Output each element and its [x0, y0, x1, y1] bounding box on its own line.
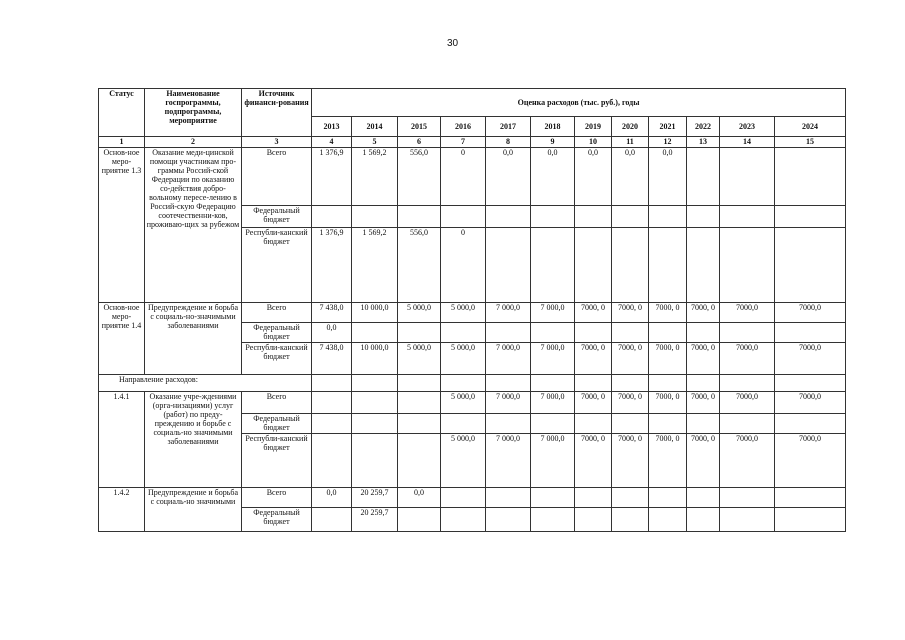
direction-label: Направление расходов: — [99, 375, 312, 392]
value-cell — [398, 434, 441, 488]
value-cell — [612, 323, 649, 343]
value-cell — [775, 206, 846, 228]
header-year: 2018 — [531, 117, 575, 137]
header-year: 2019 — [575, 117, 612, 137]
value-cell — [687, 414, 720, 434]
value-cell: 7000,0 — [775, 303, 846, 323]
empty-cell — [531, 375, 575, 392]
value-cell: 0,0 — [531, 148, 575, 206]
header-year: 2022 — [687, 117, 720, 137]
value-cell: 7000, 0 — [687, 343, 720, 375]
value-cell: 1 569,2 — [352, 148, 398, 206]
value-cell — [612, 488, 649, 508]
value-cell — [352, 392, 398, 414]
column-number: 8 — [486, 137, 531, 148]
value-cell: 0 — [441, 228, 486, 303]
value-cell — [531, 228, 575, 303]
value-cell — [486, 206, 531, 228]
value-cell: 20 259,7 — [352, 508, 398, 532]
value-cell — [352, 434, 398, 488]
value-cell: 7000, 0 — [649, 434, 687, 488]
empty-cell — [352, 375, 398, 392]
value-cell — [775, 488, 846, 508]
empty-cell — [575, 375, 612, 392]
table-row — [99, 303, 846, 323]
value-cell: 7000, 0 — [649, 392, 687, 414]
value-cell: 20 259,7 — [352, 488, 398, 508]
value-cell: 5 000,0 — [441, 392, 486, 414]
header-name: Наименование госпрограммы, подпрограммы, мероприятие — [145, 89, 242, 137]
value-cell — [352, 206, 398, 228]
value-cell — [531, 488, 575, 508]
row-source: Республи-канский бюджет — [242, 228, 312, 303]
value-cell: 7000,0 — [775, 392, 846, 414]
header-year: 2014 — [352, 117, 398, 137]
row-source: Федеральный бюджет — [242, 414, 312, 434]
direction-row — [99, 375, 846, 392]
value-cell — [398, 508, 441, 532]
empty-cell — [398, 375, 441, 392]
header-source: Источник финанси-рования — [242, 89, 312, 137]
value-cell — [775, 228, 846, 303]
value-cell — [531, 508, 575, 532]
value-cell: 5 000,0 — [441, 343, 486, 375]
row-name: Предупреждение и борьба с социаль-но значимыми — [145, 488, 242, 532]
value-cell — [441, 206, 486, 228]
budget-table — [98, 88, 846, 532]
table-row — [99, 392, 846, 414]
value-cell: 7000, 0 — [575, 343, 612, 375]
value-cell: 7000, 0 — [649, 303, 687, 323]
value-cell — [720, 228, 775, 303]
value-cell — [312, 414, 352, 434]
value-cell: 0,0 — [649, 148, 687, 206]
value-cell — [575, 323, 612, 343]
row-source: Всего — [242, 488, 312, 508]
header-status: Статус — [99, 89, 145, 137]
column-number: 3 — [242, 137, 312, 148]
column-number: 6 — [398, 137, 441, 148]
value-cell — [441, 488, 486, 508]
value-cell — [575, 508, 612, 532]
row-source: Федеральный бюджет — [242, 323, 312, 343]
value-cell — [441, 323, 486, 343]
value-cell — [486, 414, 531, 434]
value-cell: 0,0 — [612, 148, 649, 206]
value-cell: 7000,0 — [775, 434, 846, 488]
row-status: 1.4.2 — [99, 488, 145, 532]
value-cell — [649, 206, 687, 228]
column-number: 5 — [352, 137, 398, 148]
value-cell — [720, 323, 775, 343]
value-cell — [398, 392, 441, 414]
row-name: Оказание учре-ждениями (орга-низациями) услуг (работ) по преду-преждению и борьбе с социаль-но значимыми заболеваниями — [145, 392, 242, 488]
value-cell: 7 000,0 — [531, 303, 575, 323]
value-cell — [612, 508, 649, 532]
value-cell: 7000, 0 — [575, 434, 612, 488]
value-cell: 7 000,0 — [531, 343, 575, 375]
value-cell — [720, 488, 775, 508]
column-number: 7 — [441, 137, 486, 148]
value-cell — [441, 508, 486, 532]
value-cell: 7 000,0 — [486, 343, 531, 375]
column-number: 4 — [312, 137, 352, 148]
row-source: Всего — [242, 303, 312, 323]
row-source: Республи-канский бюджет — [242, 434, 312, 488]
header-year: 2020 — [612, 117, 649, 137]
value-cell — [352, 323, 398, 343]
row-source: Всего — [242, 148, 312, 206]
value-cell: 7000,0 — [720, 434, 775, 488]
value-cell: 0,0 — [575, 148, 612, 206]
value-cell — [720, 508, 775, 532]
value-cell: 1 376,9 — [312, 148, 352, 206]
column-number: 15 — [775, 137, 846, 148]
value-cell — [775, 508, 846, 532]
table-row — [99, 148, 846, 206]
value-cell: 7000, 0 — [612, 392, 649, 414]
value-cell — [612, 206, 649, 228]
value-cell — [612, 414, 649, 434]
value-cell — [720, 148, 775, 206]
row-source: Всего — [242, 392, 312, 414]
value-cell: 7000,0 — [720, 392, 775, 414]
value-cell — [687, 148, 720, 206]
value-cell — [312, 508, 352, 532]
value-cell — [575, 206, 612, 228]
empty-cell — [687, 375, 720, 392]
value-cell — [687, 228, 720, 303]
header-estimate: Оценка расходов (тыс. руб.), годы — [312, 89, 846, 117]
value-cell: 7000, 0 — [687, 392, 720, 414]
empty-cell — [441, 375, 486, 392]
value-cell: 556,0 — [398, 148, 441, 206]
value-cell — [775, 323, 846, 343]
value-cell — [649, 508, 687, 532]
value-cell — [398, 414, 441, 434]
page-number: 30 — [446, 38, 459, 49]
value-cell: 10 000,0 — [352, 303, 398, 323]
table-row — [99, 488, 846, 508]
value-cell — [649, 228, 687, 303]
column-number: 14 — [720, 137, 775, 148]
header-year: 2015 — [398, 117, 441, 137]
row-status: Основ-ное меро-приятие 1.3 — [99, 148, 145, 303]
header-year: 2013 — [312, 117, 352, 137]
value-cell: 7000,0 — [720, 343, 775, 375]
value-cell: 7000, 0 — [575, 303, 612, 323]
value-cell — [441, 414, 486, 434]
value-cell — [612, 228, 649, 303]
empty-cell — [612, 375, 649, 392]
row-source: Республи-канский бюджет — [242, 343, 312, 375]
header-year: 2016 — [441, 117, 486, 137]
header-year: 2024 — [775, 117, 846, 137]
value-cell — [720, 414, 775, 434]
column-number: 12 — [649, 137, 687, 148]
value-cell — [575, 228, 612, 303]
value-cell: 556,0 — [398, 228, 441, 303]
column-number: 1 — [99, 137, 145, 148]
empty-cell — [486, 375, 531, 392]
value-cell: 7000,0 — [720, 303, 775, 323]
header-year: 2017 — [486, 117, 531, 137]
value-cell — [486, 508, 531, 532]
value-cell: 5 000,0 — [398, 303, 441, 323]
value-cell — [486, 323, 531, 343]
value-cell: 7 000,0 — [531, 434, 575, 488]
value-cell — [649, 488, 687, 508]
value-cell: 7 438,0 — [312, 303, 352, 323]
value-cell — [687, 508, 720, 532]
row-source: Федеральный бюджет — [242, 508, 312, 532]
row-name: Оказание меди-цинской помощи участникам про-граммы Россий-ской Федерации по оказанию со-действия добро-вольному пересе-лению в Россий-скую Федерацию соотечественни-ков, проживаю-щих за рубежом — [145, 148, 242, 303]
value-cell: 7 000,0 — [486, 392, 531, 414]
value-cell — [575, 414, 612, 434]
empty-cell — [649, 375, 687, 392]
value-cell: 0,0 — [398, 488, 441, 508]
header-year: 2021 — [649, 117, 687, 137]
value-cell: 7000, 0 — [575, 392, 612, 414]
value-cell: 7000,0 — [775, 343, 846, 375]
column-number: 9 — [531, 137, 575, 148]
value-cell — [531, 323, 575, 343]
column-number: 10 — [575, 137, 612, 148]
value-cell: 7 000,0 — [486, 303, 531, 323]
value-cell — [312, 434, 352, 488]
value-cell: 7000, 0 — [612, 343, 649, 375]
row-status: 1.4.1 — [99, 392, 145, 488]
column-number: 13 — [687, 137, 720, 148]
value-cell — [352, 414, 398, 434]
row-status: Основ-ное меро-приятие 1.4 — [99, 303, 145, 375]
value-cell: 0,0 — [312, 323, 352, 343]
value-cell: 7 438,0 — [312, 343, 352, 375]
empty-cell — [775, 375, 846, 392]
value-cell — [687, 206, 720, 228]
value-cell — [312, 206, 352, 228]
header-year: 2023 — [720, 117, 775, 137]
value-cell: 10 000,0 — [352, 343, 398, 375]
value-cell — [687, 488, 720, 508]
value-cell — [649, 323, 687, 343]
value-cell: 1 376,9 — [312, 228, 352, 303]
value-cell: 5 000,0 — [441, 434, 486, 488]
value-cell: 5 000,0 — [398, 343, 441, 375]
value-cell: 7000, 0 — [612, 303, 649, 323]
value-cell — [775, 414, 846, 434]
value-cell: 7000, 0 — [687, 303, 720, 323]
value-cell — [687, 323, 720, 343]
empty-cell — [312, 375, 352, 392]
value-cell: 7000, 0 — [612, 434, 649, 488]
value-cell — [649, 414, 687, 434]
value-cell: 0,0 — [312, 488, 352, 508]
value-cell: 5 000,0 — [441, 303, 486, 323]
value-cell: 7 000,0 — [486, 434, 531, 488]
value-cell: 7000, 0 — [687, 434, 720, 488]
value-cell — [312, 392, 352, 414]
column-number: 2 — [145, 137, 242, 148]
empty-cell — [720, 375, 775, 392]
row-name: Предупреждение и борьба с социаль-но-значимыми заболеваниями — [145, 303, 242, 375]
value-cell: 0 — [441, 148, 486, 206]
value-cell — [398, 206, 441, 228]
value-cell — [775, 148, 846, 206]
value-cell — [720, 206, 775, 228]
value-cell: 0,0 — [486, 148, 531, 206]
value-cell — [486, 228, 531, 303]
value-cell: 1 569,2 — [352, 228, 398, 303]
value-cell — [575, 488, 612, 508]
column-number: 11 — [612, 137, 649, 148]
value-cell — [398, 323, 441, 343]
value-cell — [531, 206, 575, 228]
value-cell — [486, 488, 531, 508]
value-cell: 7000, 0 — [649, 343, 687, 375]
row-source: Федеральный бюджет — [242, 206, 312, 228]
value-cell: 7 000,0 — [531, 392, 575, 414]
value-cell — [531, 414, 575, 434]
